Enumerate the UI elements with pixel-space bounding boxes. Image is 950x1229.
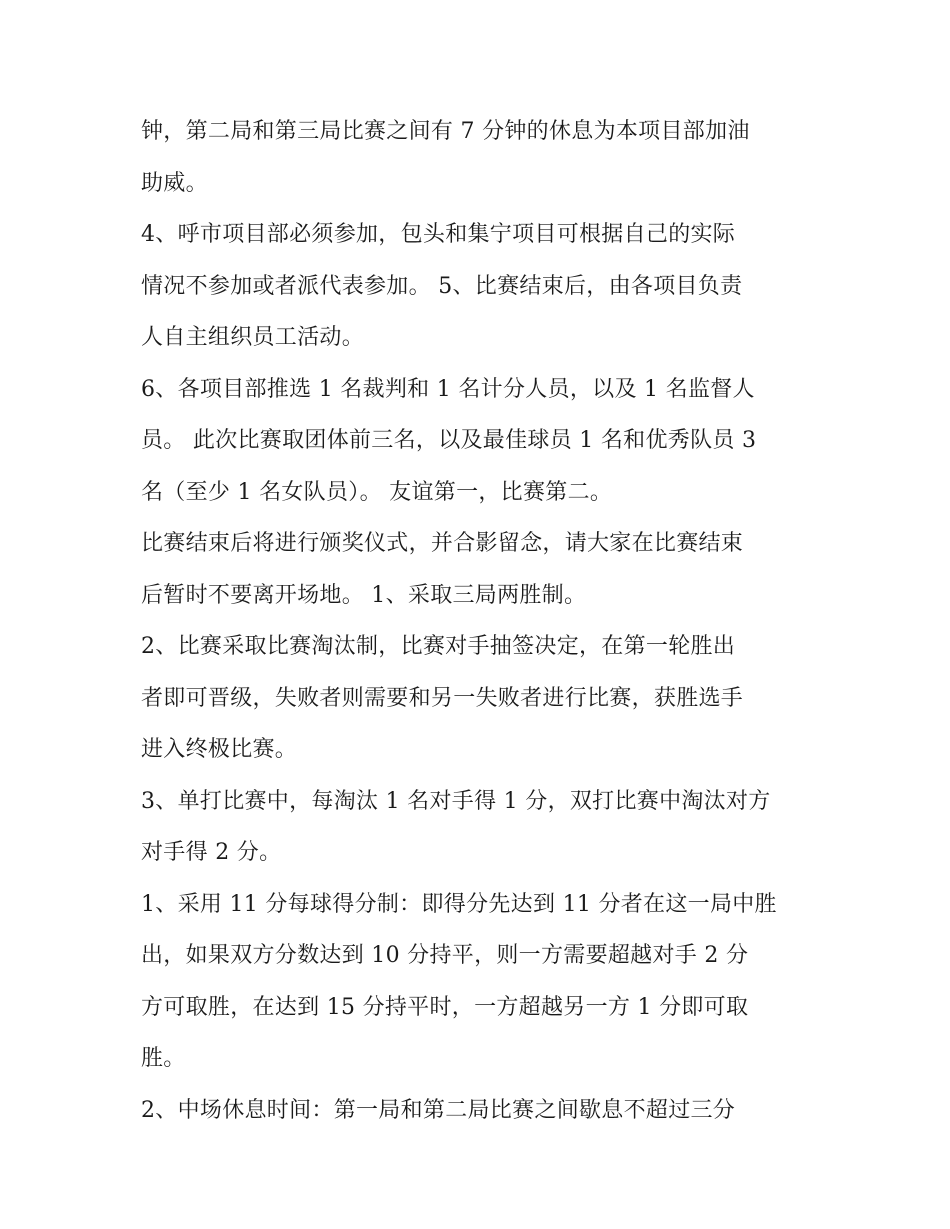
text-line: 2、比赛采取比赛淘汰制，比赛对手抽签决定，在第一轮胜出 [141, 634, 736, 659]
text-line: 2、中场休息时间：第一局和第二局比赛之间歇息不超过三分 [141, 1097, 736, 1123]
text-line: 6、各项目部推选 1 名裁判和 1 名计分人员，以及 1 名监督人 [141, 376, 755, 402]
paragraph-rest-time-continued [141, 106, 821, 209]
text-line: 比赛结束后将进行颁奖仪式，并合影留念，请大家在比赛结束 [141, 531, 744, 556]
text-line: 情况不参加或者派代表参加。 5、比赛结束后，由各项目负责 [141, 273, 743, 299]
paragraph-award-ceremony [141, 518, 821, 621]
text-line: 后暂时不要离开场地。 1、采取三局两胜制。 [141, 582, 587, 608]
text-line: 钟，第二局和第三局比赛之间有 7 分钟的休息为本项目部加油 [141, 119, 750, 144]
text-line: 3、单打比赛中，每淘汰 1 名对手得 1 分，双打比赛中淘汰对方 [141, 788, 771, 814]
document-body [141, 106, 821, 1136]
paragraph-halftime-break [141, 1085, 821, 1137]
text-line: 名（至少 1 名女队员）。 友谊第一，比赛第二。 [141, 479, 613, 505]
paragraph-rule-4 [141, 209, 821, 364]
text-line: 进入终极比赛。 [141, 737, 298, 762]
text-line: 1、采用 11 分每球得分制：即得分先达到 11 分者在这一局中胜 [141, 891, 777, 917]
paragraph-elimination-rule [141, 621, 821, 776]
text-line: 人自主组织员工活动。 [141, 325, 365, 350]
text-line: 出，如果双方分数达到 10 分持平，则一方需要超越对手 2 分 [141, 943, 749, 968]
text-line: 方可取胜，在达到 15 分持平时，一方超越另一方 1 分即可取 [141, 994, 749, 1020]
text-line: 者即可晋级，失败者则需要和另一失败者进行比赛，获胜选手 [141, 685, 744, 711]
text-line: 员。 此次比赛取团体前三名，以及最佳球员 1 名和优秀队员 3 [141, 428, 757, 453]
text-line: 对手得 2 分。 [141, 840, 282, 865]
paragraph-rule-6 [141, 364, 821, 519]
paragraph-scoring-points [141, 776, 821, 879]
text-line: 胜。 [141, 1046, 186, 1071]
text-line: 4、呼市项目部必须参加，包头和集宁项目可根据自己的实际 [141, 222, 736, 247]
text-line: 助威。 [141, 170, 208, 196]
paragraph-11-point-system [141, 879, 821, 1085]
